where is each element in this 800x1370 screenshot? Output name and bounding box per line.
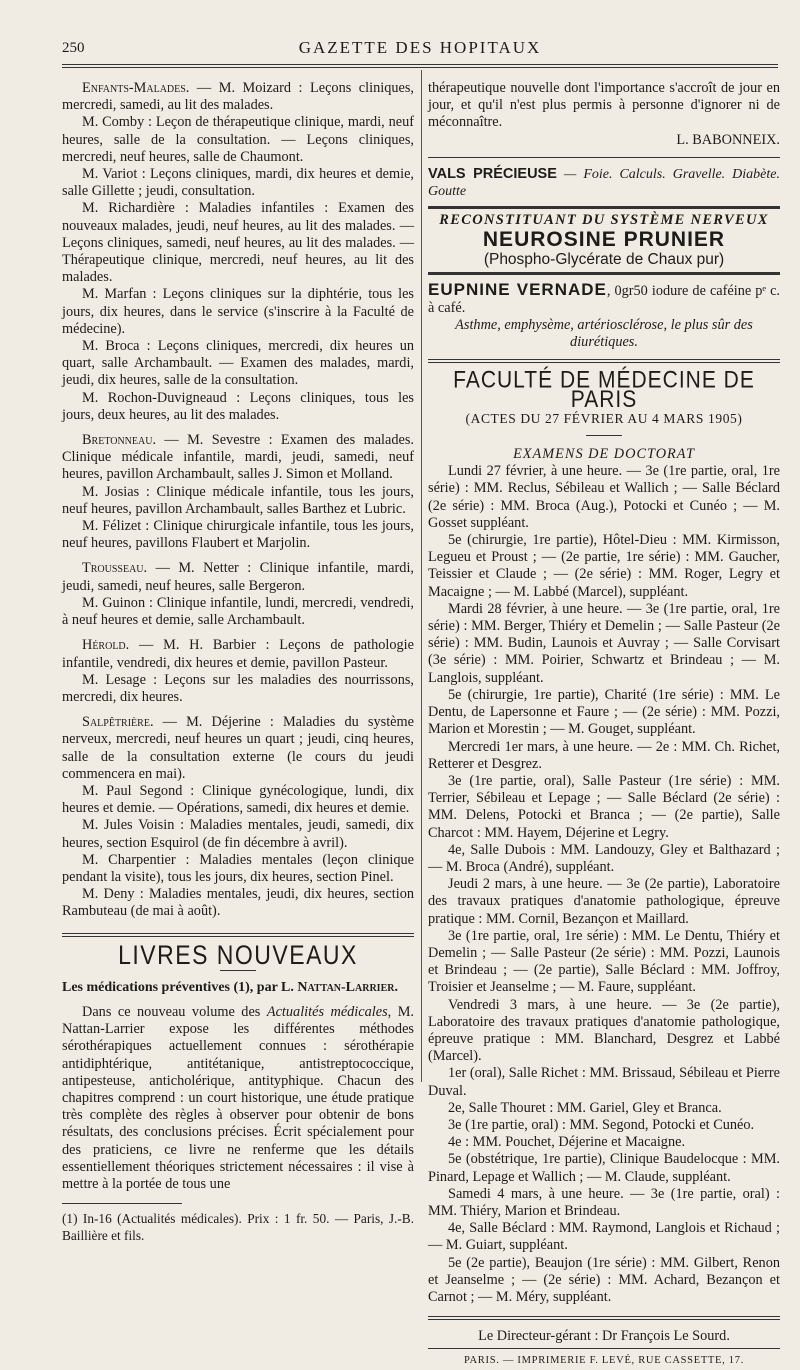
- lecture-paragraph: M. Lesage : Leçons sur les maladies des nourrissons, mercredi, dix heures.: [62, 671, 414, 705]
- lecture-paragraph: Bretonneau. — M. Sevestre : Examen des malades. Clinique médicale infantile, mardi, jeudi, samedi, neuf heures, pavillon Archambault, salles J. Simon et Molland.: [62, 432, 414, 483]
- lecture-paragraph: M. Guinon : Clinique infantile, lundi, mercredi, vendredi, à neuf heures et demie, salle Archambault.: [62, 594, 414, 629]
- lecture-paragraph: M. Richardière : Maladies infantiles : Examen des nouveaux malades, jeudi, neuf heures, au lit des malades. — Leçons cliniques, samedi, neuf heures, au lit des malades. — Thérapeutique clinique, mercredi, neuf heures, au lit des malades.: [62, 200, 414, 286]
- page-header: [62, 38, 778, 60]
- exam-paragraph: Vendredi 3 mars, à une heure. — 3e (2e partie), Laboratoire des travaux pratiques d'anatomie pathologique, épreuve pratique : MM. Blanchard, Desgrez et Labbé (Marcel).: [428, 996, 780, 1065]
- footnote: (1) In-16 (Actualités médicales). Prix : 1 fr. 50. — Paris, J.-B. Baillière et fils.: [62, 1211, 414, 1244]
- review-signature: L. BABONNEIX.: [676, 131, 780, 148]
- section-rule-2: [428, 359, 780, 363]
- exam-paragraph: 3e (1re partie, oral, 1re série) : MM. Le Dentu, Thiéry et Demelin ; — Salle Pasteur (2e série) : MM. Pozzi, Launois et Brindeau ; — (2e partie), Salle Béclard : MM. Joffroy, Troisier et Jeanselme ; — M. Faure, suppléant.: [428, 927, 780, 996]
- lecture-paragraph: M. Marfan : Leçons cliniques sur la diphtérie, tous les jours, dix heures, dans le service (s'inscrire à la Faculté de médecine).: [62, 286, 414, 337]
- exam-schedule: [428, 463, 780, 1306]
- exam-paragraph: 3e (1re partie, oral) : MM. Segond, Potocki et Cunéo.: [448, 1116, 755, 1133]
- lecture-paragraph: M. Charpentier : Maladies mentales (leçon clinique pendant la visite), tous les jours, dix heures, section Pinel.: [62, 851, 414, 885]
- right-column: [428, 80, 780, 1370]
- printer-line: PARIS. — IMPRIMERIE F. LEVÉ, RUE CASSETTE, 17.: [463, 1355, 745, 1367]
- lecture-paragraph: Hérold. — M. H. Barbier : Leçons de pathologie infantile, vendredi, dix heures et demie, pavillon Pasteur.: [62, 637, 414, 671]
- exam-paragraph: 2e, Salle Thouret : MM. Gariel, Gley et Branca.: [448, 1099, 722, 1116]
- exam-title: EXAMENS DE DOCTORAT: [513, 446, 695, 463]
- director-line: Le Directeur-gérant : Dr François Le Sourd.: [478, 1328, 730, 1345]
- exam-paragraph: Jeudi 2 mars, à une heure. — 3e (2e partie), Laboratoire des travaux pratiques d'anatomie pathologique, épreuve pratique : MM. Cornil, Bezançon et Maillard.: [428, 876, 780, 927]
- exam-paragraph: Mercredi 1er mars, à une heure. — 2e : MM. Ch. Richet, Retterer et Desgrez.: [428, 738, 780, 772]
- faculty-title: FACULTÉ DE MÉDECINE DE PARIS: [453, 367, 755, 414]
- exam-paragraph: 5e (chirurgie, 1re partie), Hôtel-Dieu : MM. Kirmisson, Legueu et Proust ; — (2e partie, 1re série) : MM. Gaucher, Teissier et Claude ; — (2e série) : MM. Roger, Legry et Macaigne ; — M. Labbé (Marcel), suppléant.: [428, 532, 780, 600]
- exam-paragraph: 4e : MM. Pouchet, Déjerine et Macaigne.: [448, 1134, 686, 1151]
- faculty-underline: [586, 435, 622, 436]
- exam-paragraph: 1er (oral), Salle Richet : MM. Brissaud, Sébileau et Pierre Duval.: [428, 1065, 780, 1099]
- page-number: 250: [62, 40, 85, 56]
- lecture-paragraph: M. Broca : Leçons cliniques, mercredi, dix heures un quart, salle Archambault. — Examen des malades, mardi, jeudi, dix heures, salle de la consultation.: [62, 338, 414, 389]
- title-underline: [220, 970, 256, 971]
- lecture-paragraph: M. Variot : Leçons cliniques, mardi, dix heures et demie, salle Gillette ; jeudi, consultation.: [62, 166, 414, 200]
- exam-paragraph: Mardi 28 février, à une heure. — 3e (1re partie, oral, 1re série) : MM. Berger, Thiéry et Demelin ; — Salle Pasteur (2e série) : MM. Budin, Launois et Auvray ; — Salle Corvisart (3e série) : MM. Poirier, Schwartz et Brindeau ; — M. Langlois, suppléant.: [428, 600, 780, 686]
- section-rule: [62, 933, 414, 937]
- journal-title: GAZETTE DES HOPITAUX: [298, 38, 542, 57]
- exam-paragraph: 3e (1re partie, oral), Salle Pasteur (1re série) : MM. Terrier, Sébileau et Lepage ; — Salle Béclard (2e série) : MM. Delens, Potocki et Branca ; — (2e partie), Salle Charcot : MM. Hayem, Déjerine et Legry.: [428, 772, 780, 841]
- faculty-subtitle: (ACTES DU 27 FÉVRIER AU 4 MARS 1905): [465, 410, 743, 426]
- exam-paragraph: 5e (obstétrique, 1re partie), Clinique Baudelocque : MM. Pinard, Lepage et Wallich ; — M. Claude, suppléant.: [428, 1151, 780, 1185]
- lecture-paragraph: M. Félizet : Clinique chirurgicale infantile, tous les jours, neuf heures, pavillons Flaubert et Marjolin.: [62, 518, 414, 552]
- exam-paragraph: 4e, Salle Béclard : MM. Raymond, Langlois et Richaud ; — M. Guiart, suppléant.: [428, 1220, 780, 1254]
- hospital-lectures: [62, 80, 414, 921]
- ad-rule: [428, 157, 780, 158]
- lecture-paragraph: M. Josias : Clinique médicale infantile, tous les jours, neuf heures, pavillon Archambault, salles Barthez et Lubric.: [62, 483, 414, 517]
- exam-paragraph: 4e, Salle Dubois : MM. Landouzy, Gley et Balthazard ; — M. Broca (André), suppléant.: [428, 841, 780, 875]
- exam-paragraph: 5e (chirurgie, 1re partie), Charité (1re série) : MM. Le Dentu, de Lapersonne et Faure ; — (2e série) : MM. Pozzi, Marion et Morestin ; — M. Gouget, suppléant.: [428, 686, 780, 738]
- left-column: [62, 80, 414, 1245]
- lecture-paragraph: M. Comby : Leçon de thérapeutique clinique, mardi, neuf heures, salle de la consultation. — Leçons cliniques, mercredi, neuf heures, salle de Chaumont.: [62, 114, 414, 165]
- lecture-paragraph: Salpêtrière. — M. Déjerine : Maladies du système nerveux, mercredi, neuf heures un quart ; jeudi, cinq heures, salle de la consultation externe (le cours du jeudi commencera en mai).: [62, 714, 414, 782]
- footnote-rule: [62, 1203, 182, 1204]
- exam-paragraph: Samedi 4 mars, à une heure. — 3e (1re partie, oral) : MM. Thiéry, Marion et Brindeau.: [428, 1185, 780, 1219]
- book-title: Les médications préventives (1), par L. Nattan-Larrier.: [62, 979, 398, 995]
- ad-neurosine: RECONSTITUANT DU SYSTÈME NERVEUX NEUROSINE PRUNIER (Phospho-Glycérate de Chaux pur): [428, 206, 780, 274]
- book-review: Dans ce nouveau volume des Actualités médicales, M. Nattan-Larrier expose les différentes méthodes sérothérapiques actuellement connues : sérothérapie antidiphtérique, antitétanique, antistreptococcique, antipesteuse, anticholérique, antityphique. Chacun des chapitres comprend : un court historique, une étude pratique très complète des règles à observer pour obtenir de bons résultats, des conclusions précises. Écrit spécialement pour des praticiens, ce livre ne renferme que les détails essentiellement théoriques strictement nécessaires : il vise à mettre à la portée de tous une: [62, 1003, 415, 1192]
- exam-paragraph: 5e (2e partie), Beaujon (1re série) : MM. Gilbert, Renon et Jeanselme ; — (2e série) : MM. Achard, Bezançon et Carnot ; — M. Méry, suppléant.: [428, 1254, 780, 1305]
- livres-title: LIVRES NOUVEAUX: [118, 939, 358, 970]
- header-rule: [62, 64, 778, 68]
- lecture-paragraph: M. Jules Voisin : Maladies mentales, jeudi, samedi, dix heures, section Esquirol (de fin décembre à avril).: [62, 817, 414, 851]
- bottom-rule: [428, 1316, 780, 1320]
- exam-paragraph: Lundi 27 février, à une heure. — 3e (1re partie, oral, 1re série) : MM. Reclus, Sébileau et Wallich ; — Salle Béclard (2e série) : MM. Broca (Aug.), Potocki et Cunéo ; — M. Gosset suppléant.: [428, 463, 780, 531]
- imprint-rule: [428, 1348, 780, 1349]
- ad-eupnine: EUPNINE VERNADE, 0gr50 iodure de caféine pᵉ c. à café. Asthme, emphysème, artériosclérose, le plus sûr des diurétiques.: [428, 279, 780, 351]
- lecture-paragraph: M. Deny : Maladies mentales, jeudi, dix heures, section Rambuteau (de mai à août).: [62, 886, 414, 920]
- column-separator: [421, 70, 422, 1082]
- review-continuation: thérapeutique nouvelle dont l'importance s'accroît de jour en jour, et qu'il n'est plus permis à personne d'ignorer ni de méconnaître.: [428, 80, 780, 131]
- ad-vals: VALS PRÉCIEUSE — Foie. Calculs. Gravelle. Diabète. Goutte: [428, 165, 780, 200]
- lecture-paragraph: M. Rochon-Duvigneaud : Leçons cliniques, tous les jours, deux heures, au lit des malades.: [62, 389, 414, 423]
- lecture-paragraph: Enfants-Malades. — M. Moizard : Leçons cliniques, mercredi, samedi, au lit des malades.: [62, 80, 414, 114]
- lecture-paragraph: Trousseau. — M. Netter : Clinique infantile, mardi, jeudi, samedi, neuf heures, salle Bergeron.: [62, 560, 414, 594]
- lecture-paragraph: M. Paul Segond : Clinique gynécologique, lundi, dix heures et demie. — Opérations, samedi, dix heures et demie.: [62, 782, 414, 817]
